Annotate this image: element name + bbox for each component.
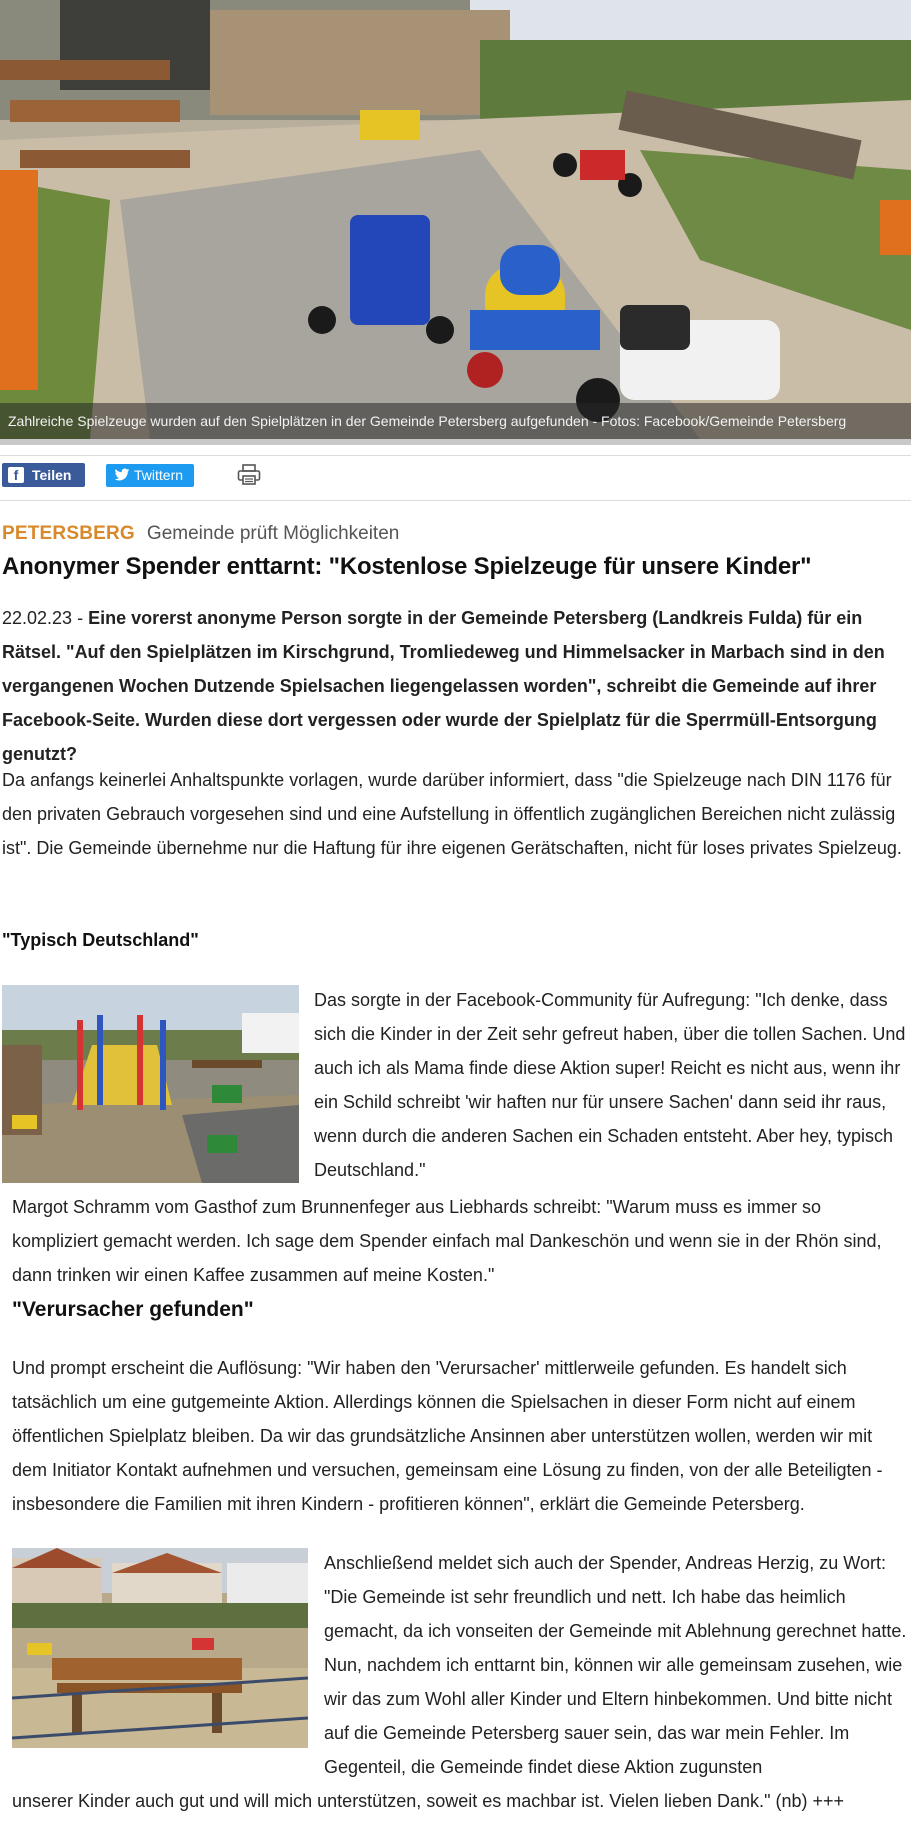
divider-top: [0, 455, 911, 456]
print-button[interactable]: [236, 463, 262, 487]
playground-photo: [0, 0, 911, 439]
article-teaser: Eine vorerst anonyme Person sorgte in der Gemeinde Petersberg (Landkreis Fulda) für ein Rätsel. "Auf den Spielplätzen im Kirschgrund, Tromliedeweg und Himmelsacker in Marbach sind in den vergangenen Wochen Dutzende Spielsachen liegengelassen worden", schreibt die Gemeinde auf ihrer Facebook-Seite. Wurden diese dort vergessen oder wurde der Spielplatz für die Sperrmüll-Entsorgung genutzt?: [2, 608, 885, 764]
article-date: 22.02.23 -: [2, 608, 89, 628]
article-paragraph-1: Da anfangs keinerlei Anhaltspunkte vorlagen, wurde darüber informiert, dass "die Spielzeuge nach DIN 1176 für den privaten Gebrauch vorgesehen sind und eine Aufstellung in öffentlich zugänglichen Bereichen nicht zulässig ist". Die Gemeinde übernehme nur die Haftung für ihre eigenen Gerätschaften, nicht für loses privates Spielzeug.: [2, 770, 902, 858]
sandbox-bench-photo: [12, 1548, 308, 1748]
article-paragraph-5-end: unserer Kinder auch gut und will mich unterstützen, soweit es machbar ist. Vielen lieben Dank." (nb) +++: [12, 1791, 844, 1811]
article-paragraph-4: Und prompt erscheint die Auflösung: "Wir haben den 'Verursacher' mittlerweile gefunden. Es handelt sich tatsächlich um eine gutgemeinte Aktion. Allerdings können die Spielsachen in dieser Form nicht auf einem öffentlichen Spielplatz bleiben. Da wir das grundsätzliche Ansinnen aber unterstützen wollen, werden wir mit dem Initiator Kontakt aufnehmen und versuchen, gemeinsam eine Lösung zu finden, von der alle Beteiligten - insbesondere die Familien mit ihren Kindern - profitieren können", erklärt die Gemeinde Petersberg.: [12, 1358, 883, 1514]
article-paragraph-3: Margot Schramm vom Gasthof zum Brunnenfeger aus Liebhards schreibt: "Warum muss es immer so kompliziert gemacht werden. Ich sage dem Spender einfach mal Dankeschön und wenn sie in der Rhön sind, dann trinken wir einen Kaffee zusammen auf meine Kosten.": [12, 1197, 882, 1285]
subheading-typisch-deutschland: "Typisch Deutschland": [2, 930, 199, 950]
article-image-2: [12, 1548, 308, 1748]
article-paragraph-2: Das sorgte in der Facebook-Community für Aufregung: "Ich denke, dass sich die Kinder in der Zeit sehr gefreut haben, über die tollen Sachen. Und auch ich als Mama finde diese Aktion super! Reicht es nicht aus, wenn ihr ein Schild schreibt 'wir haften nur für unsere Sachen' dann seid ihr raus, wenn durch die anderen Sachen ein Schaden entsteht. Aber hey, typisch Deutschland.": [314, 990, 906, 1180]
article-lead: [2, 601, 907, 771]
article-place[interactable]: PETERSBERG: [2, 523, 135, 544]
twitter-button[interactable]: [106, 464, 194, 487]
hero-image: [0, 0, 911, 445]
facebook-icon: f: [8, 467, 24, 483]
article-headline: Anonymer Spender enttarnt: "Kostenlose Spielzeuge für unsere Kinder": [2, 553, 812, 580]
facebook-share-button[interactable]: [2, 463, 85, 487]
article-topic: Gemeinde prüft Möglichkeiten: [146, 523, 400, 544]
social-bar: [2, 462, 262, 488]
subheading-verursacher-gefunden: "Verursacher gefunden": [12, 1298, 254, 1321]
hero-caption: Zahlreiche Spielzeuge wurden auf den Spielplätzen in der Gemeinde Petersberg aufgefunden - Fotos: Facebook/Gemeinde Petersberg: [0, 403, 911, 439]
article-image-1: [2, 985, 299, 1183]
playground-bridge-photo: [2, 985, 299, 1183]
divider-bottom: [0, 500, 911, 501]
print-icon: [237, 464, 261, 486]
article-paragraph-5: Anschließend meldet sich auch der Spender, Andreas Herzig, zu Wort: "Die Gemeinde ist sehr freundlich und nett. Ich habe das heimlich gemacht, da ich vonseiten der Gemeinde mit Ablehnung gerechnet hatte. Nun, nachdem ich enttarnt bin, können wir alle gemeinsam zusehen, wie wir das zum Wohl aller Kinder und Eltern hinbekommen. Und bitte nicht auf die Gemeinde Petersberg sauer sein, das war mein Fehler. Im Gegenteil, die Gemeinde findet diese Aktion zugunsten: [324, 1553, 907, 1777]
article-kicker: [2, 523, 399, 545]
share-label: Teilen: [32, 467, 72, 483]
twitter-icon: [114, 468, 130, 482]
tweet-label: Twittern: [134, 467, 184, 483]
